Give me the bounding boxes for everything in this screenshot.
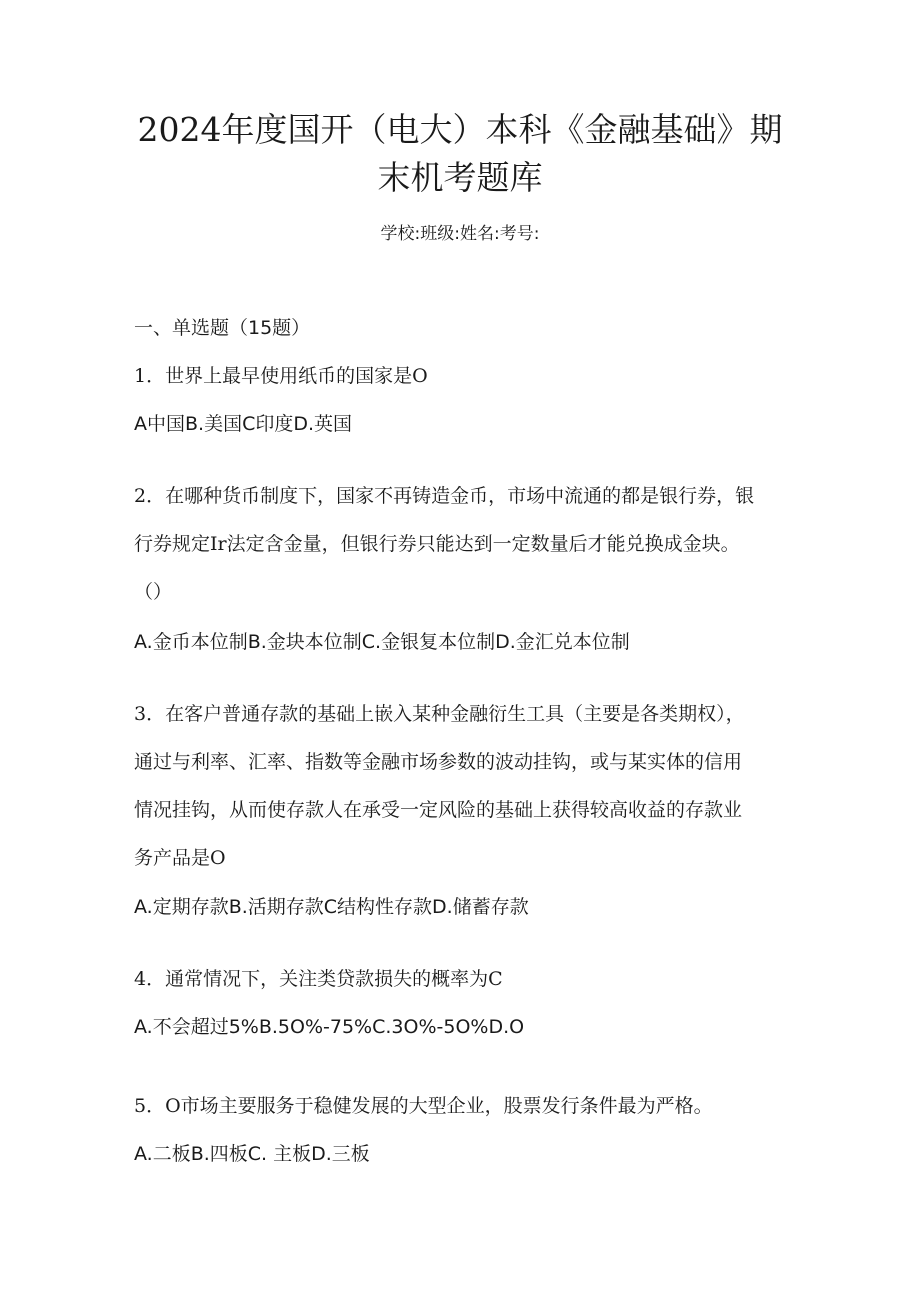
question-3-text-line-4: 务产品是O xyxy=(134,847,226,869)
question-5-text: 5．O市场主要服务于稳健发展的大型企业，股票发行条件最为严格。 xyxy=(134,1095,713,1117)
question-3-options: A.定期存款B.活期存款C结构性存款D.储蓄存款 xyxy=(134,896,529,918)
question-2-text-line-2: 行券规定Ir法定含金量，但银行券只能达到一定数量后才能兑换成金块。 xyxy=(134,533,740,555)
question-1-options: A中国B.美国C印度D.英国 xyxy=(134,413,353,435)
question-4-text: 4．通常情况下，关注类贷款损失的概率为C xyxy=(134,968,503,990)
question-5-options: A.二板B.四板C. 主板D.三板 xyxy=(134,1143,370,1165)
document-title-line-2: 末机考题库 xyxy=(377,158,543,197)
question-2-text-line-3: （） xyxy=(134,581,173,603)
question-3-text-line-1: 3．在客户普通存款的基础上嵌入某种金融衍生工具（主要是各类期权）， xyxy=(134,703,745,725)
student-info-line: 学校:班级:姓名:考号: xyxy=(380,224,540,244)
question-2-text-line-1: 2．在哪种货币制度下，国家不再铸造金币，市场中流通的都是银行券，银 xyxy=(134,485,755,507)
document-title-line-1: 2024年度国开（电大）本科《金融基础》期 xyxy=(137,110,783,149)
question-2-options: A.金币本位制B.金块本位制C.金银复本位制D.金汇兑本位制 xyxy=(134,631,630,653)
question-3-text-line-2: 通过与利率、汇率、指数等金融市场参数的波动挂钩，或与某实体的信用 xyxy=(134,751,743,773)
section-heading: 一、单选题（15题） xyxy=(134,317,311,339)
question-1-text: 1．世界上最早使用纸币的国家是O xyxy=(134,365,428,387)
question-3-text-line-3: 情况挂钩，从而使存款人在承受一定风险的基础上获得较高收益的存款业 xyxy=(134,799,743,821)
question-4-options: A.不会超过5%B.5O%-75%C.3O%-5O%D.O xyxy=(134,1016,525,1038)
